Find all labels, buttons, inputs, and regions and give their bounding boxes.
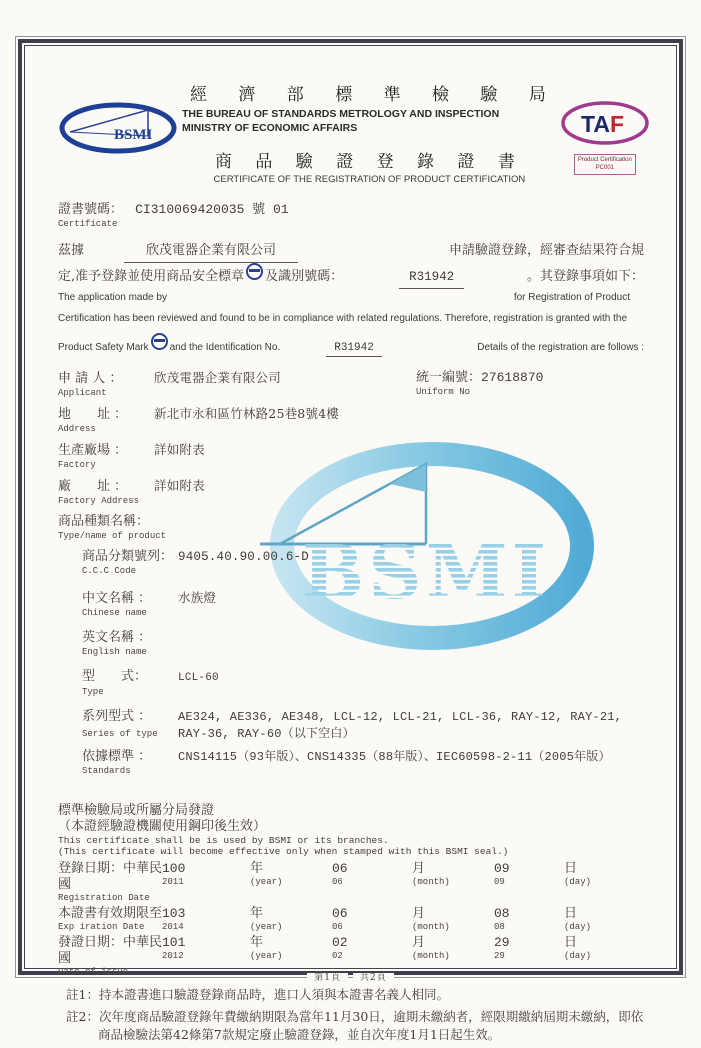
grant-en-paragraph: Certification has been reviewed and found to be in compliance with related regulations. Therefore, registration is granted with the [58, 313, 628, 325]
certificate-number-label-en: Certificate [58, 219, 118, 230]
expiration-date-label-en: Exp iration Date [58, 922, 145, 933]
year-unit-zh: 年 [250, 861, 264, 877]
issue-year-ad: 2012 [162, 951, 184, 962]
certificate-title-zh: 商 品 驗 證 登 錄 證 書 [215, 152, 524, 173]
field-series-of-type [82, 708, 644, 740]
field-series-of-type-label-en: Series of type [82, 729, 158, 740]
issue-date-label-zh: 發證日期：中華民國 [58, 935, 163, 967]
issue-zh-line2: （本證經驗證機關使用鋼印後生效） [58, 819, 267, 835]
month-unit-zh: 月 [412, 906, 426, 922]
field-ccc-code-label-en: C.C.C Code [82, 566, 137, 577]
grant-right-2: 。其登錄事項如下： [526, 269, 644, 285]
day-unit-zh: 日 [564, 861, 578, 877]
identification-code: R31942 [399, 266, 464, 289]
taf-text-ta: TA [580, 111, 610, 137]
field-applicant-label: 申 請 人 ： [58, 371, 123, 387]
field-english-name [82, 629, 644, 658]
field-address-label-en: Address [58, 424, 96, 435]
expiration-month-en: 06 [332, 922, 343, 933]
day-unit-en: (day) [564, 877, 592, 888]
page-number: 第1頁 [307, 973, 348, 983]
uniform-no [416, 369, 543, 387]
field-product-type-name-label-en: Type/name of product [58, 531, 167, 542]
expiration-day-en: 08 [494, 922, 505, 933]
field-standards [82, 748, 644, 777]
issue-statement [58, 803, 644, 857]
uniform-no-label-en: Uniform No [416, 387, 471, 398]
taf-subtitle: Product Certification [577, 157, 632, 163]
field-series-of-type-label: 系列型式 ： [82, 709, 152, 725]
year-unit-en: (year) [250, 877, 283, 888]
expiration-day: 08 [494, 906, 510, 922]
registration-day-en: 09 [494, 877, 505, 888]
svg-text:TAF [581, 111, 624, 137]
grant-en2-left: Product Safety Mark [58, 342, 149, 354]
registration-year-roc: 100 [162, 861, 186, 877]
field-factory-address [58, 477, 644, 507]
date-row-expiration [58, 906, 644, 933]
dates-table [58, 861, 644, 978]
field-standards-value: CNS14115（93年版）、CNS14335（88年版）、IEC60598-2-11（2005年版） [178, 750, 611, 765]
grant-en-right: for Registration of Product [513, 292, 630, 304]
bsmi-logo-icon [58, 102, 180, 156]
grant-mid-2: 及識別號碼： [265, 269, 344, 285]
certificate-content [58, 80, 644, 1048]
grant-en2-right: Details of the registration are follows : [477, 342, 644, 354]
field-standards-label: 依據標準 ： [82, 749, 152, 765]
expiration-year-roc: 103 [162, 906, 186, 922]
field-address [58, 405, 644, 435]
day-unit-zh: 日 [564, 935, 578, 951]
year-unit-zh: 年 [250, 906, 264, 922]
agency-name-zh: 經 濟 部 標 準 檢 驗 局 [190, 85, 559, 105]
field-chinese-name-value: 水族燈 [178, 590, 217, 606]
issue-zh-line1: 標準檢驗局或所屬分局發證 [58, 803, 215, 819]
certificate-header [58, 80, 644, 185]
issue-month-en: 02 [332, 951, 343, 962]
field-product-type-name-label: 商品種類名稱： [58, 514, 150, 530]
field-ccc-code [82, 548, 644, 577]
field-factory [58, 441, 644, 471]
certificate-number-block [58, 201, 644, 230]
field-english-name-label: 英文名稱 ： [82, 630, 152, 646]
field-product-type-name [58, 513, 644, 542]
month-unit-en: (month) [412, 877, 450, 888]
grant-right-1: 申請驗證登錄，經審查結果符合規 [448, 243, 644, 259]
registration-date-label-en: Registration Date [58, 893, 150, 904]
year-unit-en: (year) [250, 922, 283, 933]
page-footer [0, 965, 701, 984]
page-total: 共2頁 [353, 973, 394, 983]
uniform-no-value: 27618870 [481, 370, 544, 386]
issue-month: 02 [332, 935, 348, 951]
grant-en-left: The application made by [58, 292, 167, 304]
agency-en-line1: THE BUREAU OF STANDARDS METROLOGY AND INSPECTION [182, 108, 500, 120]
year-unit-zh: 年 [250, 935, 264, 951]
grant-left-2: 定,准予登錄並使用商品安全標章 [58, 269, 245, 285]
grant-prefix: 茲據 [58, 243, 85, 259]
applicant-company-underlined: 欣茂電器企業有限公司 [124, 240, 298, 263]
certificate-title-en: CERTIFICATE OF THE REGISTRATION OF PRODUCT CERTIFICATION [213, 174, 526, 186]
field-english-name-label-en: English name [82, 647, 147, 658]
product-safety-mark-icon [246, 263, 263, 280]
product-safety-mark-icon-2 [151, 333, 168, 350]
expiration-year-ad: 2014 [162, 922, 184, 933]
registration-month: 06 [332, 861, 348, 877]
day-unit-en: (day) [564, 951, 592, 962]
day-unit-en: (day) [564, 922, 592, 933]
field-ccc-code-value: 9405.40.90.00.6-D [178, 550, 309, 565]
field-factory-address-value: 詳如附表 [154, 478, 205, 494]
uniform-no-label: 統一編號： [416, 370, 482, 386]
watermark-bsmi-text: BSMI [301, 530, 551, 616]
issue-en-line1: This certificate shall be is used by BSMI or its branches. [58, 835, 389, 847]
field-type-value: LCL-60 [178, 672, 219, 685]
field-type-label: 型 式： [82, 669, 148, 685]
taf-logo-icon [559, 100, 651, 148]
field-ccc-code-label: 商品分類號列： [82, 549, 174, 565]
field-type [82, 668, 644, 698]
grant-statement [58, 240, 644, 357]
registration-date-label-zh: 登錄日期：中華民國 [58, 861, 163, 893]
identification-code-2: R31942 [326, 340, 382, 357]
year-unit-en: (year) [250, 951, 283, 962]
month-unit-zh: 月 [412, 861, 426, 877]
expiration-date-label-zh: 本證書有效期限至 [58, 906, 163, 922]
registration-day: 09 [494, 861, 510, 877]
field-address-label: 地 址 ： [58, 407, 128, 423]
expiration-month: 06 [332, 906, 348, 922]
field-chinese-name-label: 中文名稱 ： [82, 591, 152, 607]
field-chinese-name [82, 589, 644, 619]
date-row-registration [58, 861, 644, 904]
registration-month-en: 06 [332, 877, 343, 888]
field-applicant-value: 欣茂電器企業有限公司 [154, 370, 282, 386]
registration-year-ad: 2011 [162, 877, 184, 888]
field-factory-address-label-en: Factory Address [58, 496, 140, 507]
day-unit-zh: 日 [564, 906, 578, 922]
note-1: 註1：持本證書進口驗證登錄商品時，進口人須與本證書名義人相同。 [66, 987, 449, 1003]
registration-details [58, 369, 644, 777]
issue-year-roc: 101 [162, 935, 186, 951]
issue-date-label-en: Date of issue [58, 967, 129, 978]
bsmi-logo [58, 80, 180, 160]
field-factory-label: 生產廠場 ： [58, 443, 128, 459]
issue-en-line2: (This certificate will become effective only when stamped with this BSMI seal.) [58, 846, 509, 858]
grant-en2-mid: and the Identification No. [169, 342, 281, 354]
field-applicant [58, 369, 644, 399]
field-factory-value: 詳如附表 [154, 442, 205, 458]
issue-day-en: 29 [494, 951, 505, 962]
certificate-number-value: CI310069420035 號 01 [135, 202, 289, 218]
note-2: 註2：次年度商品驗證登錄年費繳納期限為當年11月30日，逾期未繳納者，經限期繳納屆期未繳納，即依商品檢驗法第42條第7款規定廢止驗證登錄，並自次年度1月1日起生效。 [66, 1009, 644, 1043]
field-standards-label-en: Standards [82, 766, 131, 777]
field-factory-address-label: 廠 址 ： [58, 479, 128, 495]
taf-logo [559, 80, 651, 175]
issue-day: 29 [494, 935, 510, 951]
bsmi-logo-text: BSMI [114, 127, 153, 143]
certificate-number-label: 證書號碼： [58, 202, 124, 218]
taf-text-f: F [609, 111, 624, 137]
field-series-of-type-value: AE324, AE336, AE348, LCL-12, LCL-21, LCL-36, RAY-12, RAY-21, RAY-36, RAY-60（以下空白） [178, 710, 623, 742]
field-factory-label-en: Factory [58, 460, 96, 471]
agency-en-line2: MINISTRY OF ECONOMIC AFFAIRS [182, 121, 358, 134]
month-unit-en: (month) [412, 951, 450, 962]
field-address-value: 新北市永和區竹林路25巷8號4樓 [154, 406, 340, 422]
field-type-label-en: Type [82, 687, 104, 698]
taf-code: PC001 [595, 165, 614, 172]
agency-name-en [182, 108, 559, 135]
notes [66, 986, 644, 1044]
month-unit-zh: 月 [412, 935, 426, 951]
field-applicant-label-en: Applicant [58, 388, 107, 399]
month-unit-en: (month) [412, 922, 450, 933]
taf-sub-box [574, 154, 636, 175]
field-chinese-name-label-en: Chinese name [82, 608, 147, 619]
